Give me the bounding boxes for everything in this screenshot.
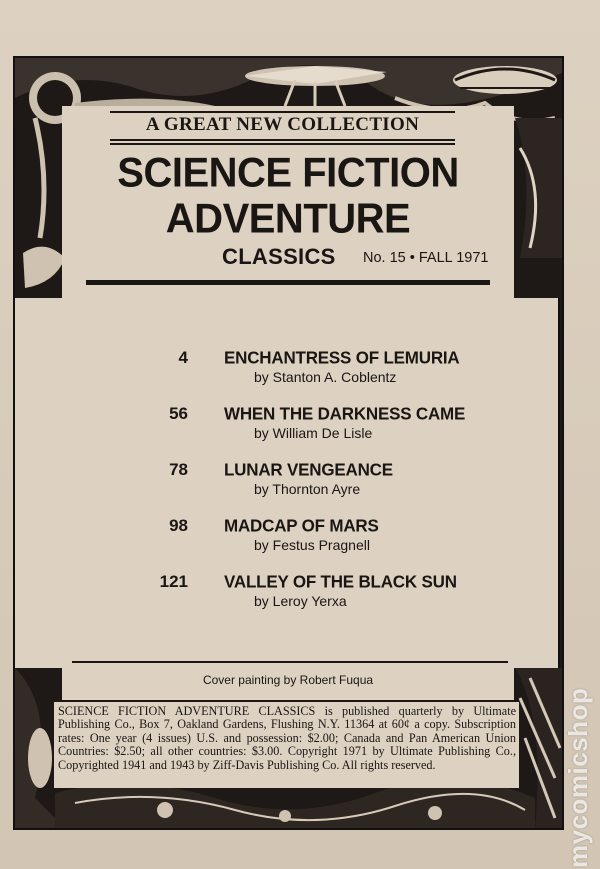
toc-story-title: MADCAP OF MARS bbox=[224, 516, 379, 536]
toc-entry bbox=[0, 516, 600, 564]
header-mid-rule-2 bbox=[110, 143, 455, 145]
toc-story-title: VALLEY OF THE BLACK SUN bbox=[224, 572, 457, 592]
toc-page-number: 4 bbox=[178, 348, 188, 367]
toc-entry bbox=[0, 460, 600, 508]
toc-page-number: 98 bbox=[169, 516, 188, 535]
header-top-rule bbox=[110, 111, 455, 113]
cover-credit: Cover painting by Robert Fuqua bbox=[202, 673, 374, 687]
copyright-notice: SCIENCE FICTION ADVENTURE CLASSICS is published quarterly by Ultimate Publishing Co., Box 7, Oakland Gardens, Flushing N.Y. 11364 at 60¢ a copy. Subscription rates: One year (4 issues) U.S. and possession: $2.00; Canada and Pan American Union Countries: $2.50; all other countries: $3.00. Copyright 1971 by Ultimate Publishing Co., Copyrighted 1941 and 1943 by Ziff-Davis Publishing Co. All rights reserved. bbox=[58, 704, 516, 772]
toc-story-title: LUNAR VENGEANCE bbox=[224, 460, 393, 480]
toc-entry bbox=[0, 348, 600, 396]
magazine-title-line1: SCIENCE FICTION bbox=[117, 149, 459, 197]
toc-author: by Stanton A. Coblentz bbox=[254, 369, 397, 385]
toc-page-number: 78 bbox=[169, 460, 188, 479]
magazine-subtitle: CLASSICS bbox=[222, 244, 336, 269]
toc-author: by Thornton Ayre bbox=[254, 481, 361, 497]
toc-author: by Leroy Yerxa bbox=[254, 593, 347, 609]
issue-info: No. 15 • FALL 1971 bbox=[363, 250, 489, 266]
toc-page-number: 121 bbox=[159, 572, 188, 591]
toc-entry bbox=[0, 404, 600, 452]
contents-bottom-rule bbox=[72, 661, 508, 663]
header-mid-rule bbox=[110, 139, 455, 141]
watermark: mycomicshop bbox=[563, 687, 593, 868]
copyright-rule bbox=[54, 700, 519, 702]
magazine-title-line2: ADVENTURE bbox=[165, 195, 411, 243]
toc-story-title: ENCHANTRESS OF LEMURIA bbox=[224, 348, 460, 368]
toc-author: by Festus Pragnell bbox=[254, 537, 370, 553]
title-rule bbox=[86, 280, 490, 285]
toc-entry bbox=[0, 572, 600, 620]
toc-author: by William De Lisle bbox=[254, 425, 373, 441]
toc-story-title: WHEN THE DARKNESS CAME bbox=[224, 404, 466, 424]
collection-kicker: A GREAT NEW COLLECTION bbox=[145, 114, 420, 135]
toc-page-number: 56 bbox=[169, 404, 188, 423]
